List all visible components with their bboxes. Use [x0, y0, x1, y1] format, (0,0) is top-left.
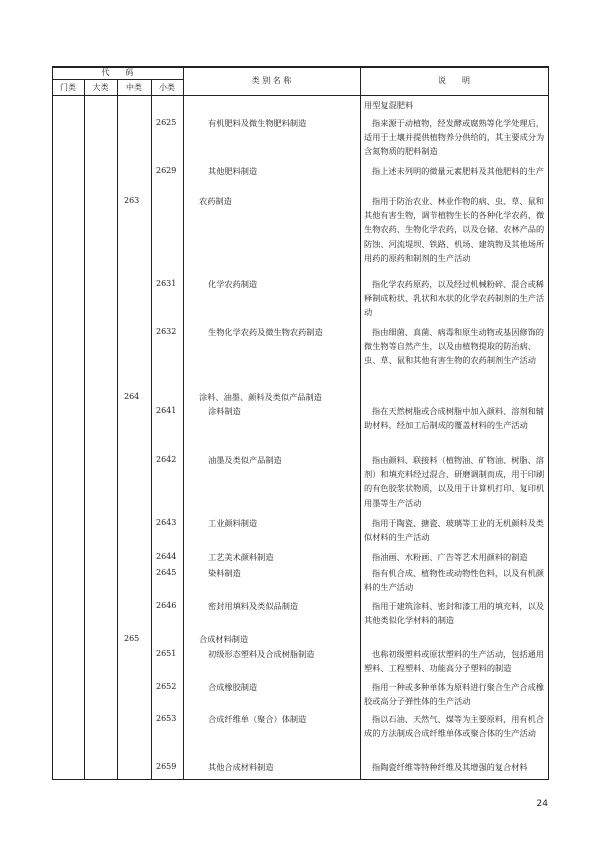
table-row-name: 初级形态塑料及合成树脂制造 [208, 649, 315, 659]
col-line-5 [360, 66, 361, 780]
table-row-small-code: 2645 [156, 568, 177, 577]
table-row-desc: 指用于防治农业、林业作物的病、虫、草、鼠和其他有害生物，调节植物生长的各种化学农药、微生物农药、生物化学农药，以及仓储、农林产品的防蚀、河流堤坝、铁路、机场、建筑物及其他场所用药的原药和制剂的生产活动 [364, 196, 545, 263]
table-row-desc: 也称初级塑料或原状塑料的生产活动，包括通用塑料、工程塑料、功能高分子塑料的制造 [364, 649, 544, 674]
table-row-name: 合成纤维单（聚合）体制造 [208, 714, 307, 724]
table-row-name: 其他肥料制造 [208, 166, 258, 176]
table-row-small-code: 2625 [156, 118, 177, 127]
table-row-name: 工业颜料制造 [208, 518, 258, 528]
table-row-desc: 指由颜料、联接料（植物油、矿物油、树脂、溶剂）和填充料经过混合、研磨调制而成，用于印刷的有色胶浆状物质，以及用于计算机打印、复印机用墨等生产活动 [364, 455, 545, 508]
table-row-name: 工艺美术颜料制造 [208, 552, 274, 562]
table-row-desc: 指陶瓷纤维等特种纤维及其增强的复合材料 [372, 762, 528, 772]
table-row-mid-code: 265 [124, 634, 140, 643]
table-row-desc: 指来源于动植物，经发酵或腐熟等化学处理后，适用于土壤并提供植物养分供给的，其主要成分为含氮物质的肥料制造 [364, 118, 545, 157]
col-line-2 [117, 79, 118, 780]
table-row-small-code: 2651 [156, 649, 177, 658]
header-desc: 说 明 [438, 76, 470, 85]
table-row-name: 其他合成材料制造 [208, 762, 274, 772]
table-row-name: 涂料、油墨、颜料及类似产品制造 [199, 392, 322, 402]
table-row-name: 涂料制造 [208, 406, 241, 416]
table-row-small-code: 2629 [156, 166, 177, 175]
table-row-desc: 用型复混肥料 [364, 100, 414, 110]
table-row-desc: 指用一种或多种单体为原料进行聚合生产合成橡胶或高分子弹性体的生产活动 [364, 682, 544, 707]
table-row-desc: 指有机合成、植物性或动物性色料，以及有机颜料的生产活动 [364, 568, 544, 593]
table-row-desc: 指在天然树脂或合成树脂中加入颜料、溶剂和辅助材料，经加工后制成的覆盖材料的生产活动 [364, 406, 544, 431]
header-xiaolei: 小类 [159, 83, 175, 92]
table-row-name: 密封用填料及类似品制造 [208, 601, 299, 611]
table-row-small-code: 2644 [156, 552, 177, 561]
table-row-desc: 指以石油、天然气、煤等为主要原料，用有机合成的方法制成合成纤维单体或聚合体的生产活动 [364, 714, 544, 739]
col-line-3 [151, 79, 152, 780]
table-row-desc: 指用于陶瓷、搪瓷、玻璃等工业的无机颜料及类似材料的生产活动 [364, 518, 544, 543]
table-row-name: 生物化学农药及微生物农药制造 [208, 327, 323, 337]
col-line-0 [52, 66, 53, 780]
col-line-1 [84, 79, 85, 780]
col-line-4 [183, 66, 184, 780]
table-row-small-code: 2642 [156, 455, 177, 464]
table-row-name: 有机肥料及微生物肥料制造 [208, 118, 307, 128]
table-row-desc: 指化学农药原药，以及经过机械粉碎、混合或稀释制成粉状、乳状和水状的化学农药制剂的生产活动 [364, 279, 545, 318]
table-row-small-code: 2632 [156, 327, 177, 336]
table-row-name: 化学农药制造 [208, 279, 258, 289]
header-code-group: 代 码 [101, 68, 134, 77]
table-row-small-code: 2643 [156, 518, 177, 527]
table-row-small-code: 2646 [156, 601, 177, 610]
table-row-mid-code: 264 [124, 392, 140, 401]
table-row-name: 油墨及类似产品制造 [208, 455, 282, 465]
header-menlei: 门类 [60, 83, 76, 92]
table-row-small-code: 2641 [156, 406, 177, 415]
table-row-small-code: 2652 [156, 682, 177, 691]
header-bottom-line [52, 95, 549, 96]
header-zhonglei: 中类 [126, 83, 142, 92]
table-row-small-code: 2653 [156, 714, 177, 723]
table-row-name: 农药制造 [199, 196, 232, 206]
table-row-name: 合成橡胶制造 [208, 682, 258, 692]
table-bottom-border [52, 779, 549, 780]
table-row-name: 染料制造 [208, 568, 241, 578]
table-row-desc: 指用于建筑涂料、密封和漆工用的填充料，以及其他类似化学材料的制造 [364, 601, 544, 626]
page-number: 24 [536, 799, 548, 809]
header-dalei: 大类 [92, 83, 109, 92]
table-row-small-code: 2631 [156, 279, 177, 288]
table-row-desc: 指油画、水粉画、广告等艺术用颜料的制造 [372, 552, 528, 562]
header-name: 类 别 名 称 [251, 76, 292, 85]
table-row-mid-code: 263 [124, 196, 140, 205]
table-row-name: 合成材料制造 [199, 634, 249, 644]
table-row-desc: 指由细菌、真菌、病毒和原生动物或基因修饰的微生物等自然产生，以及由植物提取的防治病、虫、草、鼠和其他有害生物的农药制剂生产活动 [364, 327, 544, 366]
table-row-desc: 指上述未列明的微量元素肥料及其他肥料的生产 [372, 166, 544, 176]
table-row-small-code: 2659 [156, 762, 177, 771]
